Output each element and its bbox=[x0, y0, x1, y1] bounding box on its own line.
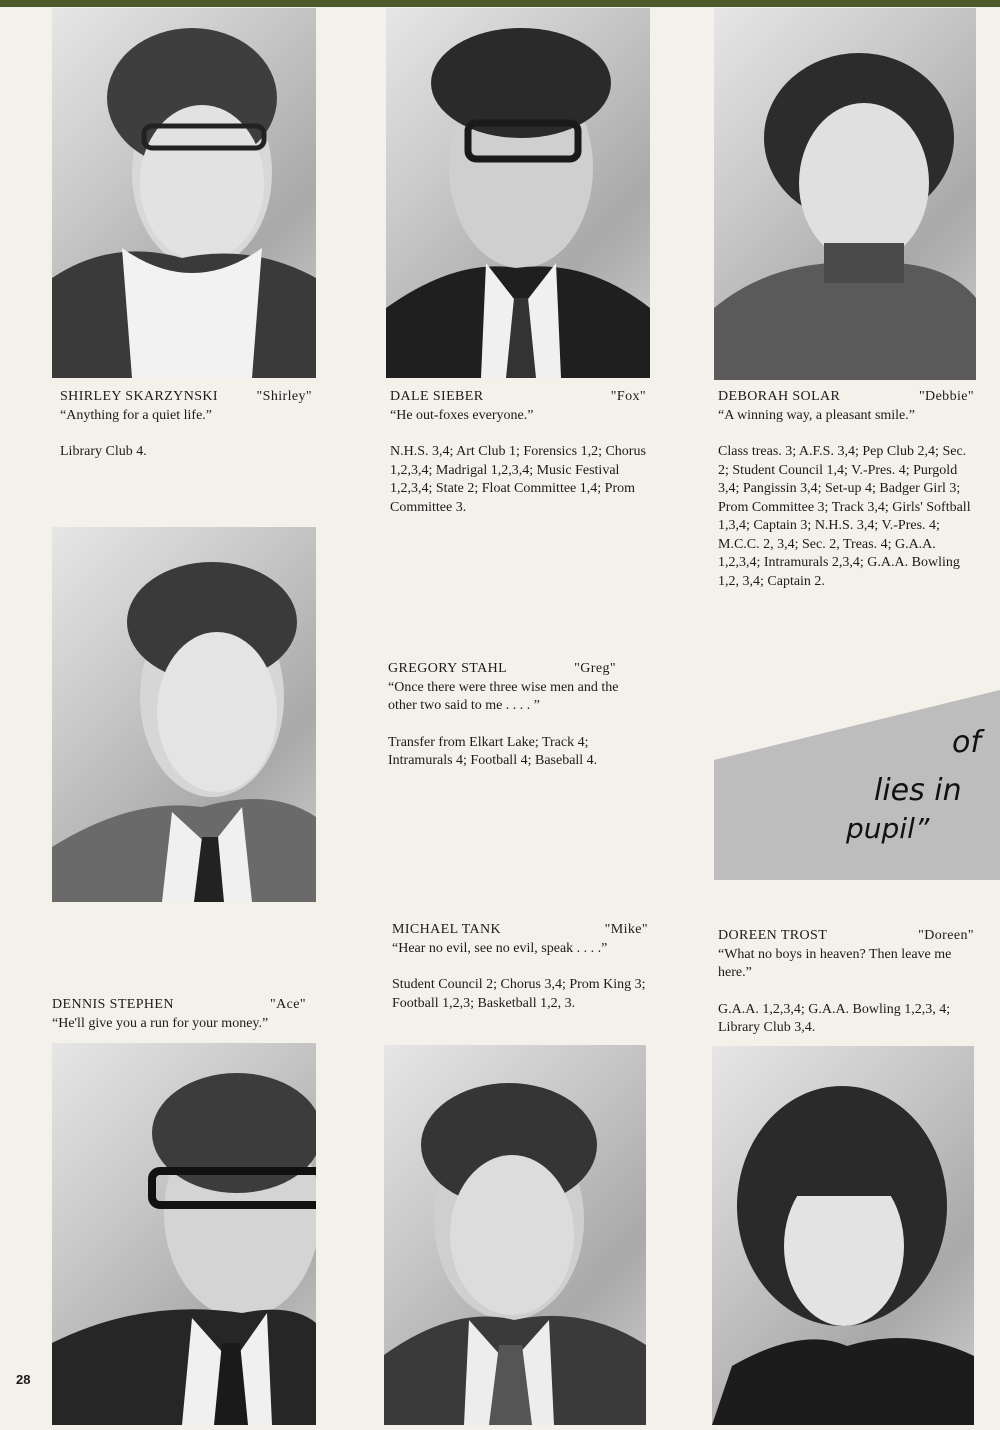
handwriting-line-1: of bbox=[952, 725, 981, 760]
student-name: DENNIS STEPHEN bbox=[52, 997, 174, 1012]
student-name: GREGORY STAHL bbox=[388, 661, 508, 676]
student-activities: Library Club 4. bbox=[60, 444, 147, 459]
student-name: DOREEN TROST bbox=[718, 928, 828, 943]
portrait-michael-tank bbox=[384, 1045, 646, 1425]
student-nickname: "Fox" bbox=[610, 389, 646, 404]
student-activities: G.A.A. 1,2,3,4; G.A.A. Bowling 1,2,3, 4; Library Club 3,4. bbox=[718, 1001, 951, 1035]
student-quote: “What no boys in heaven? Then leave me here.” bbox=[718, 946, 952, 980]
student-name: MICHAEL TANK bbox=[392, 922, 502, 937]
handwritten-banner bbox=[714, 690, 1000, 880]
student-activities: Transfer from Elkart Lake; Track 4; Intramurals 4; Football 4; Baseball 4. bbox=[388, 734, 598, 768]
portrait-deborah-solar bbox=[714, 8, 976, 380]
entry-gregory-stahl bbox=[388, 660, 644, 771]
student-nickname: "Shirley" bbox=[256, 389, 312, 404]
student-quote: “A winning way, a pleasant smile.” bbox=[718, 407, 915, 423]
student-quote: “He out-foxes everyone.” bbox=[390, 407, 534, 423]
portrait-dale-sieber bbox=[386, 8, 650, 378]
page-number: 28 bbox=[16, 1372, 31, 1387]
entry-doreen-trost bbox=[718, 927, 974, 1038]
student-nickname: "Debbie" bbox=[918, 389, 974, 404]
portrait-dennis-stephen bbox=[52, 1043, 316, 1425]
student-nickname: "Doreen" bbox=[918, 928, 974, 943]
student-quote: “Once there were three wise men and the other two said to me . . . . ” bbox=[388, 679, 619, 713]
student-nickname: "Ace" bbox=[270, 997, 306, 1012]
student-quote: “He'll give you a run for your money.” bbox=[52, 1015, 269, 1031]
handwriting-line-3: pupil” bbox=[846, 812, 930, 845]
entry-dennis-stephen bbox=[52, 996, 310, 1033]
portrait-doreen-trost bbox=[712, 1046, 974, 1425]
student-quote: “Hear no evil, see no evil, speak . . . .” bbox=[392, 940, 608, 956]
student-nickname: "Mike" bbox=[604, 922, 648, 937]
student-quote: “Anything for a quiet life.” bbox=[60, 407, 213, 423]
entry-dale-sieber bbox=[390, 388, 646, 517]
top-border bbox=[0, 0, 1000, 7]
entry-shirley-skarzynski bbox=[60, 388, 312, 462]
entry-deborah-solar bbox=[718, 388, 974, 591]
student-activities: Class treas. 3; A.F.S. 3,4; Pep Club 2,4; Sec. 2; Student Council 1,4; V.-Pres. 4; Purgold 3,4; Pangissin 3,4; Set-up 4; Badger Girl 3; Prom Committee 3; Track 3,4; Girls' Softball 1,3,4; Captain 3; N.H.S. 3,4; V.-Pres. 4; M.C.C. 2, 3,4; Sec. 2, Treas. 4; G.A.A. 1,2,3,4; Intramurals 2,3,4; G.A.A. Bowling 1,2, 3,4; Captain 2. bbox=[718, 444, 971, 589]
student-activities: Student Council 2; Chorus 3,4; Prom King 3; Football 1,2,3; Basketball 1,2, 3. bbox=[392, 977, 646, 1011]
portrait-shirley-skarzynski bbox=[52, 8, 316, 378]
student-name: SHIRLEY SKARZYNSKI bbox=[60, 389, 218, 404]
portrait-gregory-stahl bbox=[52, 527, 316, 902]
student-name: DEBORAH SOLAR bbox=[718, 389, 841, 404]
student-nickname: "Greg" bbox=[574, 661, 616, 676]
student-activities: N.H.S. 3,4; Art Club 1; Forensics 1,2; Chorus 1,2,3,4; Madrigal 1,2,3,4; Music Festival 1,2,3,4; State 2; Float Committee 1,4; Prom Committee 3. bbox=[390, 444, 646, 515]
handwriting-line-2: lies in bbox=[874, 773, 962, 808]
entry-michael-tank bbox=[392, 921, 648, 1013]
student-name: DALE SIEBER bbox=[390, 389, 484, 404]
